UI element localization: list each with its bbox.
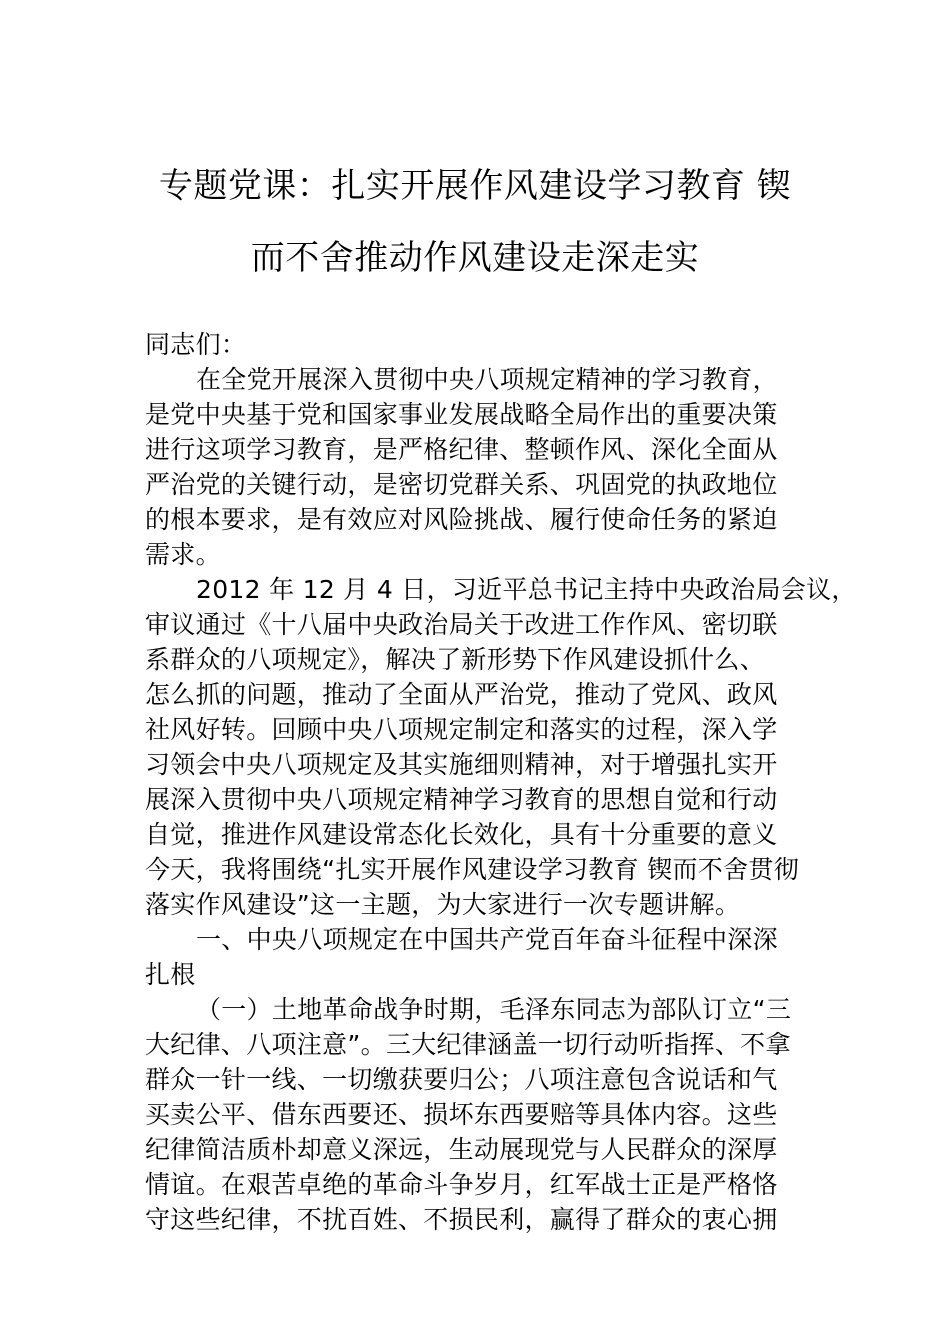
paragraph-line: 审议通过《十八届中央政治局关于改进工作作风、密切联 [145,610,778,639]
paragraph-line: 在全党开展深入贯彻中央八项规定精神的学习教育， [196,365,778,394]
paragraph-line: 系群众的八项规定》，解决了新形势下作风建设抓什么、 [145,645,766,674]
paragraph-line: 群众一针一线、一切缴获要归公；八项注意包含说话和气 [145,1065,778,1094]
paragraph-line: 大纪律、八项注意”。三大纪律涵盖一切行动听指挥、不拿 [145,1030,791,1059]
section-heading-line: 一、中央八项规定在中国共产党百年奋斗征程中深深 [196,925,778,954]
paragraph-line: 买卖公平、借东西要还、损坏东西要赔等具体内容。这些 [145,1100,778,1129]
paragraph-line: 落实作风建设”这一主题，为大家进行一次专题讲解。 [145,890,741,919]
paragraph-line: 自觉，推进作风建设常态化长效化，具有十分重要的意义 [145,820,778,849]
paragraph-line: 严治党的关键行动，是密切党群关系、巩固党的执政地位 [145,470,778,499]
paragraph-line: 展深入贯彻中央八项规定精神学习教育的思想自觉和行动 [145,785,778,814]
paragraph-line: 是党中央基于党和国家事业发展战略全局作出的重要决策 [145,400,778,429]
section-heading-line: 扎根 [145,960,196,989]
document-title-line-1: 专题党课：扎实开展作风建设学习教育 锲 [158,166,792,206]
document-title-line-2: 而不舍推动作风建设走深走实 [250,238,700,278]
salutation: 同志们： [145,330,247,359]
paragraph-line: 进行这项学习教育，是严格纪律、整顿作风、深化全面从 [145,435,778,464]
paragraph-line: （一）土地革命战争时期，毛泽东同志为部队订立“三 [196,995,792,1024]
paragraph-line: 怎么抓的问题，推动了全面从严治党，推动了党风、政风 [145,680,778,709]
paragraph-line: 情谊。在艰苦卓绝的革命斗争岁月，红军战士正是严格恪 [145,1170,778,1199]
paragraph-line: 守这些纪律，不扰百姓、不损民利，赢得了群众的衷心拥 [145,1205,778,1234]
paragraph-line: 2012 年 12 月 4 日，习近平总书记主持中央政治局会议， [196,575,857,604]
paragraph-line: 社风好转。回顾中央八项规定制定和落实的过程，深入学 [145,715,778,744]
paragraph-line: 纪律简洁质朴却意义深远，生动展现党与人民群众的深厚 [145,1135,778,1164]
paragraph-line: 今天，我将围绕“扎实开展作风建设学习教育 锲而不舍贯彻 [145,855,800,884]
paragraph-line: 习领会中央八项规定及其实施细则精神，对于增强扎实开 [145,750,778,779]
paragraph-line: 的根本要求，是有效应对风险挑战、履行使命任务的紧迫 [145,505,778,534]
paragraph-line: 需求。 [145,540,221,569]
